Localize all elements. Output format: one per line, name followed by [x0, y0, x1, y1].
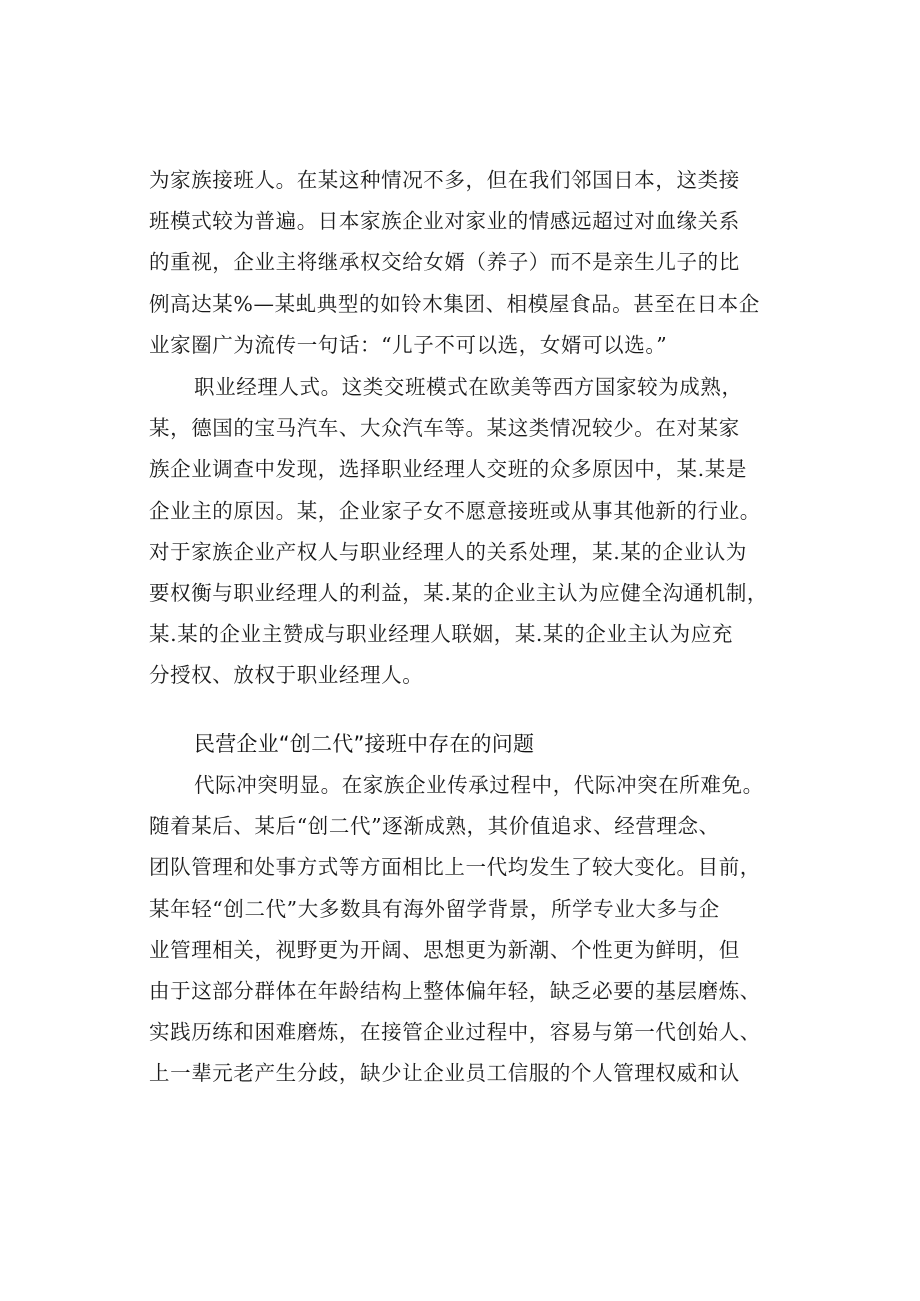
paragraph-family-successor	[149, 160, 809, 366]
text-line: 族企业调查中发现，选择职业经理人交班的众多原因中，某.某是	[149, 457, 747, 482]
text-line: 的重视，企业主将继承权交给女婿（养子）而不是亲生儿子的比	[149, 250, 740, 275]
text-line: 由于这部分群体在年龄结构上整体偏年轻，缺乏必要的基层磨炼、	[149, 978, 761, 1003]
text-line: 职业经理人式。这类交班模式在欧美等西方国家较为成熟，	[194, 375, 743, 399]
text-line: 为家族接班人。在某这种情况不多，但在我们邻国日本，这类接	[149, 168, 740, 192]
text-line: 团队管理和处事方式等方面相比上一代均发生了较大变化。目前，	[149, 855, 761, 880]
text-line: 分授权、放权于职业经理人。	[149, 663, 424, 688]
text-line: 实践历练和困难磨炼，在接管企业过程中，容易与第一代创始人、	[149, 1020, 761, 1045]
text-line: 代际冲突明显。在家族企业传承过程中，代际冲突在所难免。	[194, 773, 764, 797]
text-line: 对于家族企业产权人与职业经理人的关系处理，某.某的企业认为	[149, 539, 747, 564]
paragraph-professional-manager	[149, 367, 809, 697]
text-line: 例高达某%—某虬典型的如铃木集团、相模屋食品。甚至在日本企	[149, 291, 760, 316]
text-line: 随着某后、某后“创二代”逐渐成熟，其价值追求、经营理念、	[149, 814, 720, 839]
paragraph-generational-conflict	[149, 765, 809, 1095]
text-line: 班模式较为普遍。日本家族企业对家业的情感远超过对血缘关系	[149, 209, 740, 234]
section-heading: 民营企业“创二代”接班中存在的问题	[194, 732, 535, 756]
text-line: 某.某的企业主赞成与职业经理人联姻，某.某的企业主认为应充	[149, 622, 733, 647]
text-line: 某，德国的宝马汽车、大众汽车等。某这类情况较少。在对某家	[149, 416, 740, 441]
text-line: 上一辈元老产生分歧，缺少让企业员工信服的个人管理权威和认	[149, 1061, 740, 1086]
text-line: 要权衡与职业经理人的利益，某.某的企业主认为应健全沟通机制，	[149, 580, 769, 605]
text-line: 业管理相关，视野更为开阔、思想更为新潮、个性更为鲜明，但	[149, 937, 740, 962]
text-line: 业家圈广为流传一句话：“儿子不可以选，女婿可以选。”	[149, 332, 668, 357]
text-line: 某年轻“创二代”大多数具有海外留学背景，所学专业大多与企	[149, 896, 720, 921]
text-line: 企业主的原因。某，企业家子女不愿意接班或从事其他新的行业。	[149, 498, 761, 523]
